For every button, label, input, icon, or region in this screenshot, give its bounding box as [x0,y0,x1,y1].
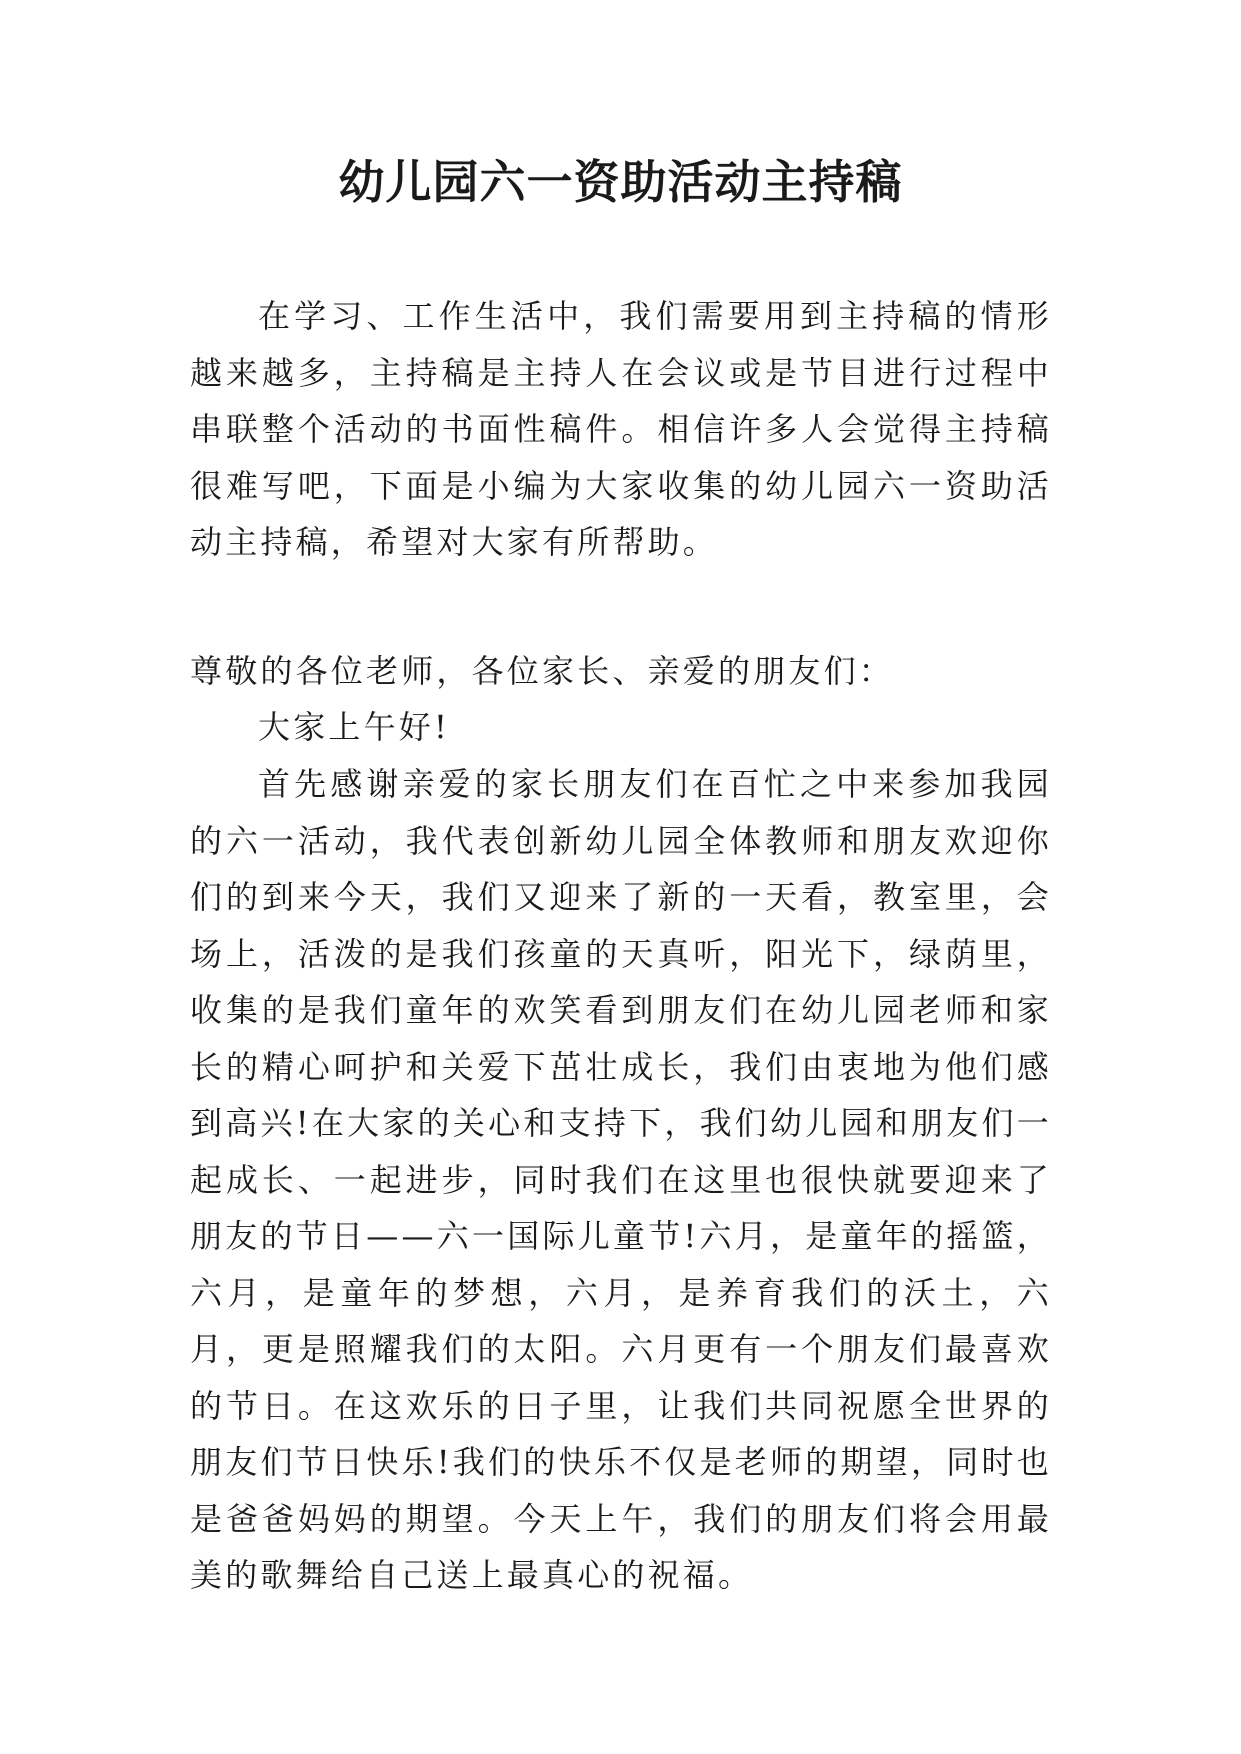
main-paragraph: 首先感谢亲爱的家长朋友们在百忙之中来参加我园的六一活动，我代表创新幼儿园全体教师和朋友欢迎你们的到来今天，我们又迎来了新的一天看，教室里，会场上，活泼的是我们孩童的天真听，阳光下，绿荫里，收集的是我们童年的欢笑看到朋友们在幼儿园老师和家长的精心呵护和关爱下茁壮成长，我们由衷地为他们感到高兴!在大家的关心和支持下，我们幼儿园和朋友们一起成长、一起进步，同时我们在这里也很快就要迎来了朋友的节日——六一国际儿童节!六月，是童年的摇篮，六月，是童年的梦想，六月，是养育我们的沃土，六月，更是照耀我们的太阳。六月更有一个朋友们最喜欢的节日。在这欢乐的日子里，让我们共同祝愿全世界的朋友们节日快乐!我们的快乐不仅是老师的期望，同时也是爸爸妈妈的期望。今天上午，我们的朋友们将会用最美的歌舞给自己送上最真心的祝福。 [190,765,1052,1594]
document-title: 幼儿园六一资助活动主持稿 [338,155,903,209]
greeting-line: 大家上午好! [258,708,451,746]
intro-paragraph: 在学习、工作生活中，我们需要用到主持稿的情形越来越多，主持稿是主持人在会议或是节目进行过程中串联整个活动的书面性稿件。相信许多人会觉得主持稿很难写吧，下面是小编为大家收集的幼儿园六一资助活动主持稿，希望对大家有所帮助。 [190,297,1052,561]
salutation-line: 尊敬的各位老师，各位家长、亲爱的朋友们： [190,652,895,690]
